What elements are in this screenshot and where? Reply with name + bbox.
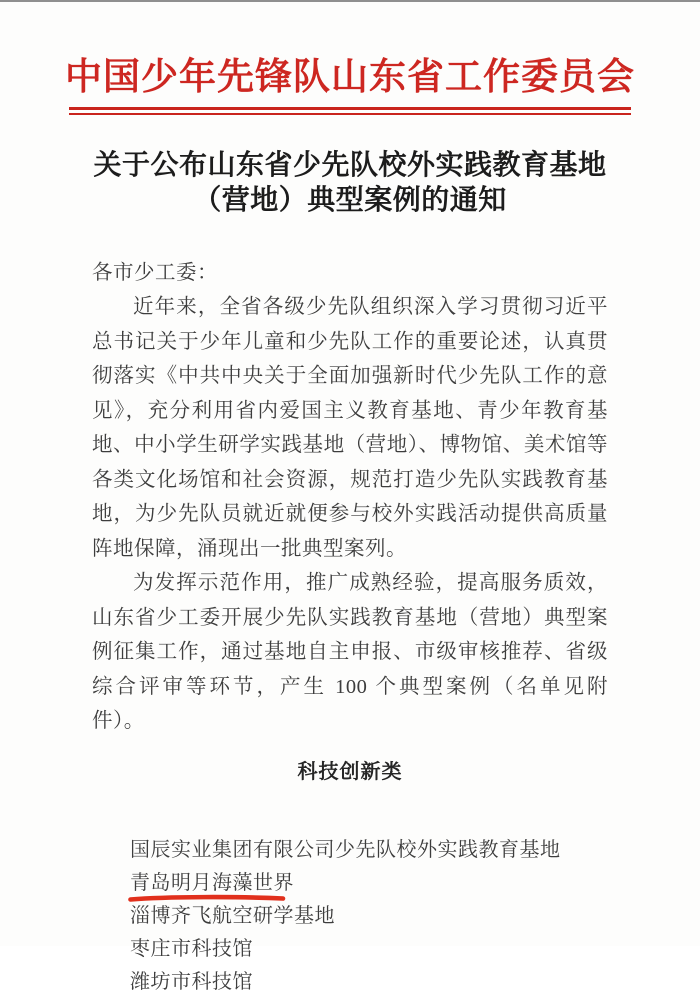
list-item-base-5 (130, 966, 608, 999)
rule-thin-line (69, 113, 631, 115)
paragraph-2: 为发挥示范作用，推广成熟经验，提高服务质效，山东省少工委开展少先队实践教育基地（营地）典型案例征集工作，通过基地自主申报、市级审核推荐、省级综合评审等环节，产生 100 个典型案例（名单见附件）。 (92, 572, 608, 732)
list-item-label: 枣庄市科技馆 (130, 937, 253, 960)
salutation: 各市少工委： (92, 261, 218, 284)
list-item-base-3 (130, 900, 608, 933)
list-item-label: 淄博齐飞航空研学基地 (130, 904, 335, 927)
document-body (92, 256, 608, 739)
section-heading-science-innovation: 科技创新类 (297, 760, 403, 783)
document-title-line1: 关于公布山东省少先队校外实践教育基地 (93, 149, 607, 181)
letterhead-org-title: 中国少年先锋队山东省工作委员会 (65, 57, 635, 98)
list-item-base-1 (130, 834, 608, 867)
paragraph-1: 近年来，全省各级少先队组织深入学习贯彻习近平总书记关于少年儿童和少先队工作的重要论述，认真贯彻落实《中共中央关于全面加强新时代少先队工作的意见》，充分利用省内爱国主义教育基地、青少年教育基地、中小学生研学实践基地（营地）、博物馆、美术馆等各类文化场馆和社会资源，规范打造少先队实践教育基地，为少先队员就近就便参与校外实践活动提供高质量阵地保障，涌现出一批典型案列。 (92, 296, 608, 560)
document-title-line2: （营地）典型案例的通知 (193, 184, 507, 216)
letterhead-double-rule (69, 107, 631, 115)
base-list (92, 834, 608, 999)
list-item-label: 青岛明月海藻世界 (130, 871, 294, 894)
document-title (0, 148, 700, 218)
list-item-base-4 (130, 933, 608, 966)
list-item-base-2-highlighted (130, 867, 608, 900)
list-item-label: 潍坊市科技馆 (130, 970, 253, 993)
list-item-label: 国辰实业集团有限公司少先队校外实践教育基地 (130, 838, 561, 861)
